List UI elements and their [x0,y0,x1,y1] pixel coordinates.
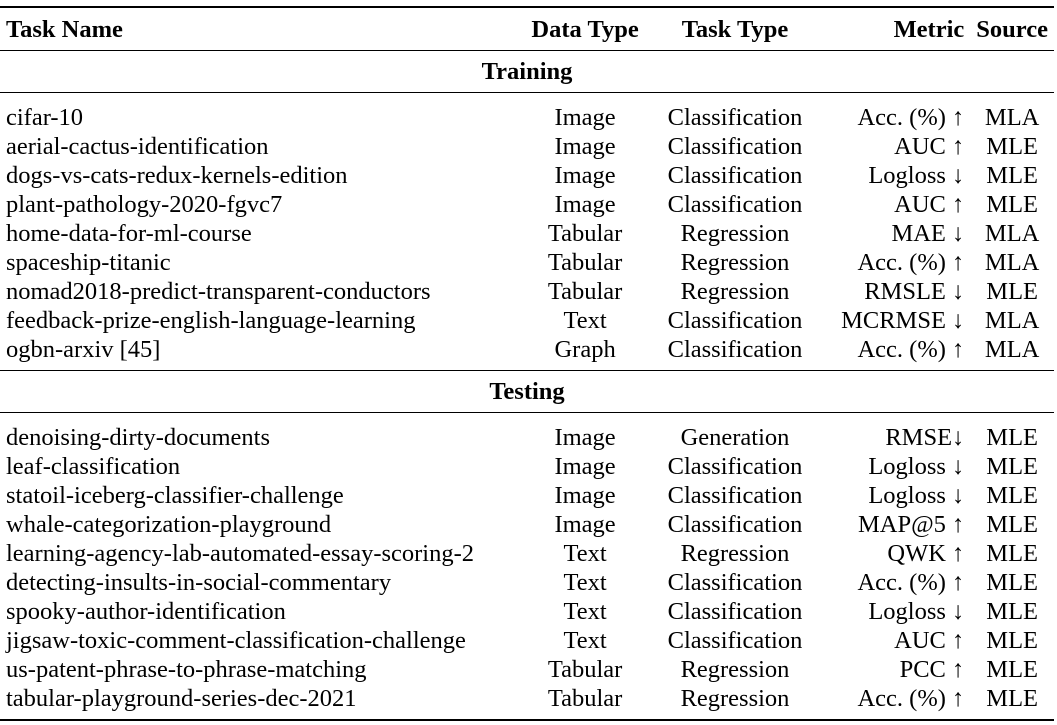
task-type-cell: Classification [667,627,803,654]
source-cell: MLE [986,453,1038,480]
data-type-cell: Image [554,424,616,451]
source-cell: MLA [984,220,1040,247]
data-type-cell: Text [563,598,607,625]
table-row [0,568,1054,597]
metric-cell: QWK ↑ [887,540,965,567]
header-metric: Metric [819,7,970,51]
table-row [0,684,1054,720]
section-heading-row [0,371,1054,413]
metric-cell: AUC ↑ [894,133,965,160]
table-row [0,161,1054,190]
task-name-cell: ogbn-arxiv [45] [6,336,161,363]
task-name-cell: jigsaw-toxic-comment-classification-challenge [6,627,466,654]
source-cell: MLA [984,249,1040,276]
training-section [0,51,1054,371]
data-type-cell: Image [554,191,616,218]
table-row [0,597,1054,626]
metric-cell: RMSLE ↓ [864,278,965,305]
header-task-name: Task Name [0,7,519,51]
table-row [0,539,1054,568]
task-name-cell: dogs-vs-cats-redux-kernels-edition [6,162,348,189]
task-type-cell: Classification [667,133,803,160]
data-type-cell: Image [554,453,616,480]
section-heading-testing: Testing [0,371,1054,413]
task-type-cell: Classification [667,569,803,596]
data-type-cell: Image [554,482,616,509]
task-name-cell: statoil-iceberg-classifier-challenge [6,482,344,509]
metric-cell: Acc. (%) ↑ [857,249,965,276]
table-header [0,7,1054,51]
table-row [0,655,1054,684]
task-name-cell: tabular-playground-series-dec-2021 [0,684,519,720]
task-table-container [0,6,1054,721]
source-cell: MLE [986,278,1038,305]
task-type-cell: Classification [667,307,803,334]
table-row [0,413,1054,453]
source-cell: MLE [986,511,1038,538]
source-cell: MLE [986,133,1038,160]
data-type-cell: Text [563,569,607,596]
metric-cell: Acc. (%) ↑ [857,104,965,131]
table-row [0,219,1054,248]
metric-cell: Logloss ↓ [868,598,965,625]
table-row [0,510,1054,539]
task-name-cell: feedback-prize-english-language-learning [6,307,416,334]
task-name-cell: nomad2018-predict-transparent-conductors [6,278,431,305]
metric-cell: MAP@5 ↑ [857,511,965,538]
task-name-cell: cifar-10 [6,104,84,131]
table-row [0,306,1054,335]
metric-cell: Logloss ↓ [868,162,965,189]
data-type-cell: Tabular [547,220,623,247]
task-type-cell: Regression [680,656,790,683]
source-cell: MLE [986,627,1038,654]
task-name-cell: us-patent-phrase-to-phrase-matching [6,656,367,683]
metric-cell: Logloss ↓ [868,453,965,480]
header-row [0,7,1054,51]
table-row [0,335,1054,371]
source-cell: MLE [986,598,1038,625]
data-type-cell: Tabular [547,278,623,305]
source-cell: MLE [986,191,1038,218]
header-source: Source [970,7,1054,51]
data-type-cell: Text [563,540,607,567]
header-task-type: Task Type [651,7,820,51]
table-row [0,248,1054,277]
table-row [0,190,1054,219]
table-row [0,132,1054,161]
metric-cell: Logloss ↓ [868,482,965,509]
table-row [0,452,1054,481]
source-cell: MLA [984,307,1040,334]
metric-cell: AUC ↑ [894,191,965,218]
task-table [0,6,1054,721]
metric-cell: Acc. (%) ↑ [819,684,970,720]
task-name-cell: detecting-insults-in-social-commentary [6,569,392,596]
source-cell: MLE [970,684,1054,720]
source-cell: MLA [984,336,1040,363]
table-row [0,277,1054,306]
table-row [0,481,1054,510]
task-name-cell: home-data-for-ml-course [6,220,252,247]
source-cell: MLE [986,569,1038,596]
task-type-cell: Classification [667,104,803,131]
data-type-cell: Text [563,627,607,654]
task-type-cell: Regression [680,249,790,276]
source-cell: MLA [984,104,1040,131]
data-type-cell: Tabular [519,684,650,720]
section-heading-training: Training [0,51,1054,93]
task-type-cell: Classification [667,598,803,625]
task-name-cell: plant-pathology-2020-fgvc7 [6,191,283,218]
task-name-cell: aerial-cactus-identification [6,133,269,160]
metric-cell: Acc. (%) ↑ [857,336,965,363]
metric-cell: PCC ↑ [899,656,965,683]
task-type-cell: Classification [667,511,803,538]
source-cell: MLE [986,482,1038,509]
task-type-cell: Classification [667,191,803,218]
metric-cell: Acc. (%) ↑ [857,569,965,596]
source-cell: MLE [986,656,1038,683]
table-row [0,93,1054,133]
task-name-cell: spaceship-titanic [6,249,171,276]
task-name-cell: learning-agency-lab-automated-essay-scoring-2 [6,540,475,567]
metric-cell: AUC ↑ [894,627,965,654]
data-type-cell: Tabular [547,249,623,276]
source-cell: MLE [986,424,1038,451]
task-type-cell: Regression [680,278,790,305]
header-data-type: Data Type [519,7,650,51]
data-type-cell: Tabular [547,656,623,683]
data-type-cell: Image [554,511,616,538]
task-type-cell: Generation [680,424,790,451]
task-name-cell: leaf-classification [6,453,181,480]
data-type-cell: Image [554,133,616,160]
task-type-cell: Classification [667,453,803,480]
data-type-cell: Image [554,104,616,131]
task-type-cell: Regression [651,684,820,720]
source-cell: MLE [986,540,1038,567]
task-name-cell: whale-categorization-playground [6,511,332,538]
metric-cell: MCRMSE ↓ [841,307,965,334]
metric-cell: RMSE↓ [885,424,965,451]
data-type-cell: Graph [554,336,616,363]
source-cell: MLE [986,162,1038,189]
testing-section [0,371,1054,721]
data-type-cell: Image [554,162,616,189]
task-name-cell: denoising-dirty-documents [6,424,271,451]
task-type-cell: Regression [680,540,790,567]
task-name-cell: spooky-author-identification [6,598,286,625]
metric-cell: MAE ↓ [891,220,965,247]
section-heading-row [0,51,1054,93]
task-type-cell: Classification [667,482,803,509]
task-type-cell: Regression [680,220,790,247]
task-type-cell: Classification [667,162,803,189]
data-type-cell: Text [563,307,607,334]
table-row [0,626,1054,655]
task-type-cell: Classification [667,336,803,363]
